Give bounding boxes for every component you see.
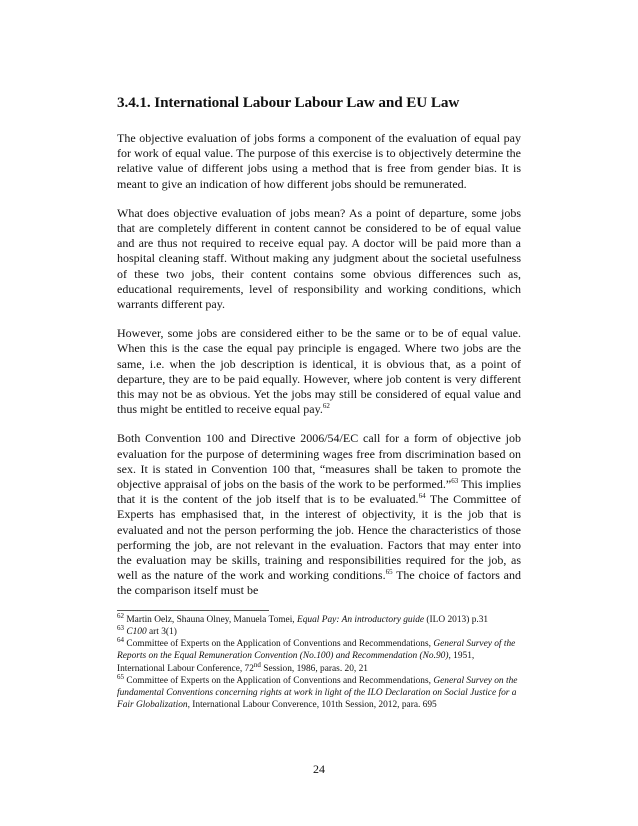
page-number: 24 [313,762,325,776]
footnote-64-author: Committee of Experts on the Application of Conventions and Recommendations, [124,639,434,650]
footnote-ref-62[interactable]: 62 [322,402,330,411]
footnote-64-source-b: Session, 1986, paras. 20, 21 [260,663,368,674]
footnote-65-title: General Survey on the fundamental Conventions concerning rights at work in light of the ILO Declaration on Social Justice for a Fair Globalization [117,675,518,711]
paragraph-4-part-c: The Committee of Experts has emphasised that, in the interest of objectivity, it is the job that is evaluated and not the person performing the job. Hence the characteristics of those performing the job, are not relevant in the evaluation. Factors that may enter into the evaluation may be skills, training and responsibilities required for the job, as well as the nature of the work and working conditions. [117,492,522,583]
footnote-62-authors: Martin Oelz, Shauna Olney, Manuela Tomei, [124,614,297,625]
footnote-62-source: (ILO 2013) p.31 [424,614,489,625]
footnote-63-title: C100 [124,626,147,637]
footnote-64-source-a: , 1951, International Labour Conference, 72 [117,651,475,674]
paragraph-2: What does objective evaluation of jobs mean? As a point of departure, some jobs that are completely different in content cannot be considered to be of equal value and are thus not required to receive equal pay. A doctor will be paid more than a hospital cleaning staff. Without making any judgment about the societal usefulness of these two jobs, their content contains some obvious differences such as, educational requirements, level of responsibility and working conditions, which warrants different pay. [117,205,521,312]
footnote-62-number: 62 [117,611,124,620]
paragraph-3 [117,326,521,417]
footnote-65 [117,672,521,712]
footnote-ref-65[interactable]: 65 [385,568,393,577]
footnote-63 [117,623,521,638]
footnote-65-number: 65 [117,672,124,681]
footnote-65-source: , International Labour Converence, 101th Session, 2012, para. 695 [187,700,437,711]
footnote-63-source: art 3(1) [146,626,177,637]
footnote-64-number: 64 [117,635,124,644]
footnote-64-title: General Survey of the Reports on the Equal Remuneration Convention (No.100) and Recommendation (No.90) [117,639,516,662]
section-heading: 3.4.1. International Labour Labour Law and EU Law [117,94,460,111]
paragraph-1: The objective evaluation of jobs forms a component of the evaluation of equal pay for work of equal value. The purpose of this exercise is to objectively determine the relative value of different jobs using a method that is free from gender bias. It is meant to give an indication of how different jobs should be remunerated. [117,131,521,191]
footnote-62 [117,611,521,626]
footnote-64-ordinal: nd [253,660,261,669]
paragraph-4-part-a: Both Convention 100 and Directive 2006/54/EC call for a form of objective job evaluation for the purpose of determining wages free from discrimination based on sex. It is stated in Convention 100 that, “measures shall be taken to promote the objective appraisal of jobs on the basis of the work to be performed.” [117,431,521,492]
footnote-ref-64[interactable]: 64 [418,492,426,501]
footnote-ref-63[interactable]: 63 [451,477,459,486]
paragraph-3-text: However, some jobs are considered either to be the same or to be of equal value. When this is the case the equal pay principle is engaged. Where two jobs are the same, i.e. when the job description is identical, it is obvious that, as a point of departure, they are to be paid equally. However, where job content is very different this may not be as obvious. Yet the jobs may still be considered of equal value and thus might be entitled to receive equal pay. [117,326,521,417]
footnote-63-number: 63 [117,623,124,632]
footnote-separator [117,610,269,611]
paragraph-4-part-d: The choice of factors and the comparison itself must be [117,568,521,598]
paragraph-4 [117,431,521,598]
footnote-65-author: Committee of Experts on the Application of Conventions and Recommendations, [124,675,434,686]
page-content [117,94,521,711]
footnote-64 [117,635,521,675]
footnote-62-title: Equal Pay: An introductory guide [297,614,425,625]
paragraph-4-part-b: This implies that it is the content of the job itself that is to be evaluated. [117,477,521,507]
